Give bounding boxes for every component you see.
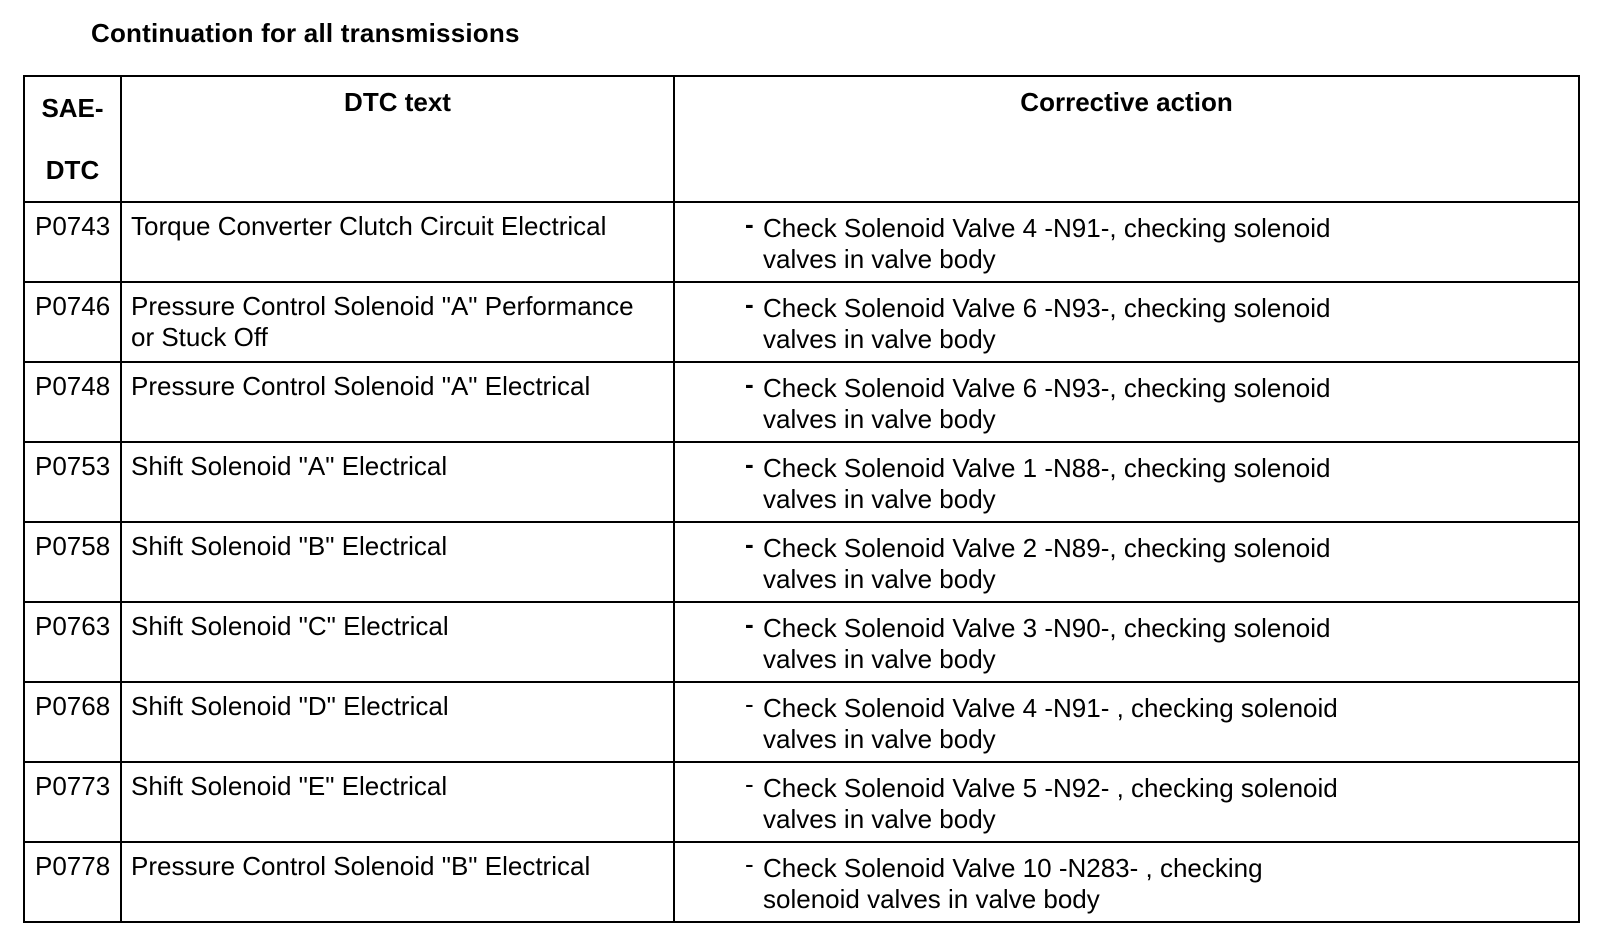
corrective-action: [674, 682, 1579, 762]
dash-bullet: -: [745, 609, 754, 639]
corrective-action-text: Check Solenoid Valve 1 -N88-, checking solenoid valves in valve body: [763, 453, 1331, 514]
table-header-row: [24, 76, 1579, 202]
dash-bullet: -: [745, 369, 754, 399]
dtc-code: P0768: [24, 682, 121, 762]
header-dtc-text-label: DTC text: [344, 87, 451, 117]
corrective-action-text: Check Solenoid Valve 10 -N283- , checking solenoid valves in valve body: [763, 853, 1263, 914]
table-row: [24, 682, 1579, 762]
dash-bullet: -: [745, 529, 754, 559]
header-corrective-action: [674, 76, 1579, 202]
corrective-action-text: Check Solenoid Valve 2 -N89-, checking solenoid valves in valve body: [763, 533, 1331, 594]
table-row: [24, 202, 1579, 282]
dash-bullet: -: [745, 289, 754, 319]
dash-bullet: -: [745, 689, 754, 719]
dtc-table: [23, 75, 1580, 923]
page-heading: Continuation for all transmissions: [91, 18, 520, 48]
dtc-code: P0748: [24, 362, 121, 442]
dtc-description: Torque Converter Clutch Circuit Electrical: [121, 202, 674, 282]
dtc-code: P0758: [24, 522, 121, 602]
corrective-action: [674, 762, 1579, 842]
dtc-description: Shift Solenoid "C" Electrical: [121, 602, 674, 682]
dtc-description: Pressure Control Solenoid "A" Performance or Stuck Off: [121, 282, 674, 362]
dash-bullet: -: [745, 209, 754, 239]
corrective-action-text: Check Solenoid Valve 3 -N90-, checking solenoid valves in valve body: [763, 613, 1331, 674]
dash-bullet: -: [745, 449, 754, 479]
dtc-description: Shift Solenoid "B" Electrical: [121, 522, 674, 602]
table-row: [24, 442, 1579, 522]
table-row: [24, 762, 1579, 842]
corrective-action: [674, 602, 1579, 682]
corrective-action: [674, 202, 1579, 282]
corrective-action: [674, 522, 1579, 602]
table-row: [24, 282, 1579, 362]
corrective-action: [674, 282, 1579, 362]
dtc-code: P0773: [24, 762, 121, 842]
header-corrective-action-label: Corrective action: [1020, 87, 1233, 117]
header-dtc-text: [121, 76, 674, 202]
dtc-code: P0746: [24, 282, 121, 362]
corrective-action: [674, 842, 1579, 922]
corrective-action-text: Check Solenoid Valve 5 -N92- , checking solenoid valves in valve body: [763, 773, 1338, 834]
header-sae-dtc: [24, 76, 121, 202]
corrective-action: [674, 442, 1579, 522]
corrective-action-text: Check Solenoid Valve 6 -N93-, checking solenoid valves in valve body: [763, 373, 1331, 434]
dash-bullet: -: [745, 849, 754, 879]
corrective-action: [674, 362, 1579, 442]
dtc-description: Pressure Control Solenoid "A" Electrical: [121, 362, 674, 442]
table-row: [24, 842, 1579, 922]
header-sae-line2: DTC: [45, 155, 100, 185]
table-row: [24, 362, 1579, 442]
dtc-code: P0753: [24, 442, 121, 522]
corrective-action-text: Check Solenoid Valve 4 -N91- , checking solenoid valves in valve body: [763, 693, 1338, 754]
table-row: [24, 602, 1579, 682]
dash-bullet: -: [745, 769, 754, 799]
header-sae-line1: SAE-: [41, 93, 104, 123]
dtc-description: Shift Solenoid "E" Electrical: [121, 762, 674, 842]
dtc-description: Shift Solenoid "A" Electrical: [121, 442, 674, 522]
corrective-action-text: Check Solenoid Valve 6 -N93-, checking solenoid valves in valve body: [763, 293, 1331, 354]
dtc-code: P0763: [24, 602, 121, 682]
dtc-description: Pressure Control Solenoid "B" Electrical: [121, 842, 674, 922]
dtc-description: Shift Solenoid "D" Electrical: [121, 682, 674, 762]
corrective-action-text: Check Solenoid Valve 4 -N91-, checking solenoid valves in valve body: [763, 213, 1331, 274]
dtc-code: P0743: [24, 202, 121, 282]
table-row: [24, 522, 1579, 602]
dtc-code: P0778: [24, 842, 121, 922]
